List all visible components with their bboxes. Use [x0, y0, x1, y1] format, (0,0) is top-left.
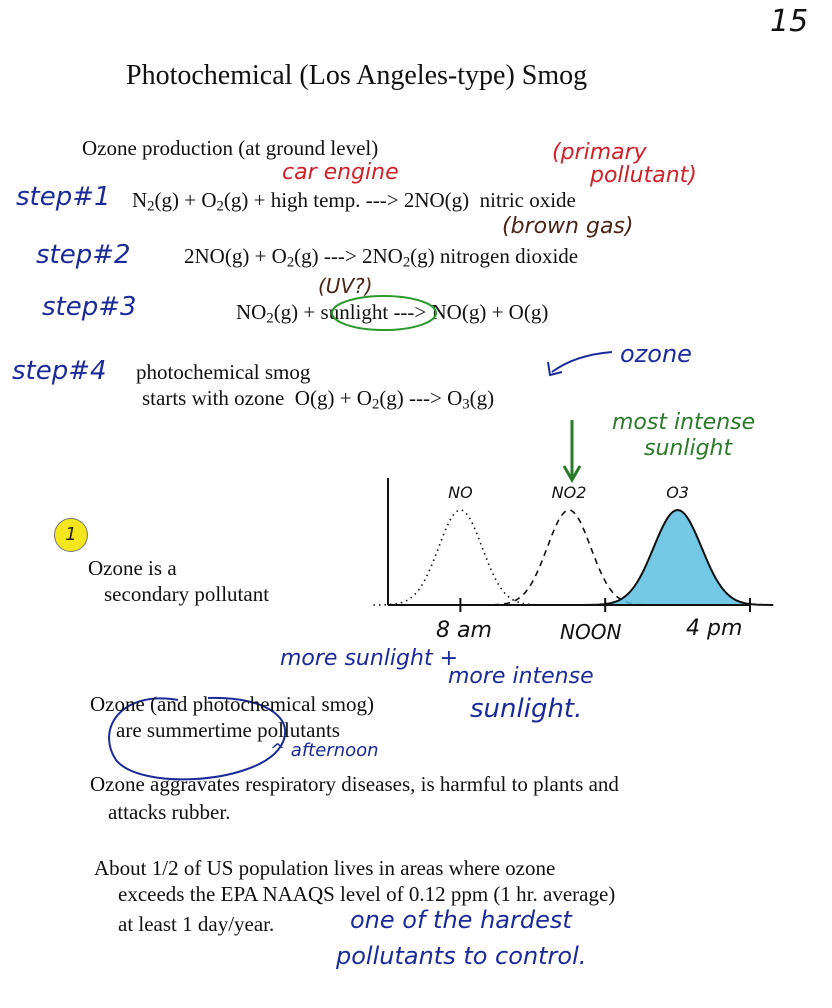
primary-pollutant-note-2: pollutant) — [590, 163, 697, 188]
secondary-line2: secondary pollutant — [104, 582, 270, 606]
bullet-marker-text: 1 — [65, 524, 77, 545]
series-label-NO: NO — [448, 483, 473, 502]
step4-label: step#4 — [12, 356, 107, 386]
step1-label: step#1 — [16, 182, 111, 212]
population-line3: at least 1 day/year. — [118, 912, 275, 936]
bullet-marker — [54, 518, 88, 552]
step4-line1: photochemical smog — [136, 360, 311, 384]
population-line1: About 1/2 of US population lives in areas where ozone — [94, 856, 556, 880]
summer-line2: are summertime pollutants — [116, 718, 340, 742]
hardest-note-2: pollutants to control. — [336, 942, 587, 970]
more-intense-note-2: sunlight. — [470, 694, 583, 724]
primary-pollutant-note-1: (primary — [552, 140, 647, 165]
step3-label: step#3 — [42, 292, 137, 322]
step1-equation: $N_2(g) + O_2(g)$ + high temp. ---> 2NO(g) nitric oxide — [132, 188, 576, 215]
aggravates-line1: Ozone aggravates respiratory diseases, is harmful to plants and — [90, 772, 619, 796]
more-sunlight-note: more sunlight + — [280, 646, 458, 671]
ozone-arrow — [552, 352, 612, 372]
chart-labels — [448, 483, 689, 502]
step2-equation: $2NO(g) + O_2(g)$ ---> $2NO_2(g)$ nitrogen dioxide — [184, 244, 579, 271]
ozone-production-heading: Ozone production (at ground level) — [82, 136, 379, 160]
summer-line1: Ozone (and photochemical smog) — [90, 692, 374, 716]
step2-label: step#2 — [36, 240, 131, 270]
chart-curves — [374, 510, 774, 605]
brown-gas-note: (brown gas) — [502, 214, 634, 239]
population-line2: exceeds the EPA NAAQS level of 0.12 ppm (1 hr. average) — [118, 882, 616, 906]
aggravates-line2: attacks rubber. — [108, 800, 231, 824]
ozone-note: ozone — [620, 340, 692, 368]
series-NO-line — [374, 510, 548, 605]
tick-label-8am: 8 am — [436, 618, 492, 643]
car-engine-note: car engine — [282, 160, 399, 185]
hardest-note-1: one of the hardest — [350, 906, 572, 934]
page-title: Photochemical (Los Angeles-type) Smog — [126, 60, 588, 91]
tick-label-noon: NOON — [560, 620, 622, 644]
step3-equation: $NO_2(g)$ + sunlight ---> NO(g) + O(g) — [236, 300, 549, 327]
afternoon-note: ^ afternoon — [270, 740, 379, 761]
uv-note: (UV?) — [318, 274, 373, 298]
series-label-NO2: NO2 — [551, 483, 587, 502]
series-label-O3: O3 — [666, 483, 689, 502]
most-intense-note-1: most intense — [612, 410, 756, 435]
most-intense-note-2: sunlight — [644, 436, 733, 461]
tick-label-4pm: 4 pm — [686, 616, 743, 641]
ozone-arrowhead — [548, 362, 562, 375]
more-intense-note-1: more intense — [448, 664, 594, 689]
secondary-line1: Ozone is a — [88, 556, 177, 580]
page-number: 15 — [770, 4, 809, 39]
step4-line2: starts with ozone $O(g) + O_2(g)$ ---> $O_3(g)$ — [142, 386, 495, 413]
